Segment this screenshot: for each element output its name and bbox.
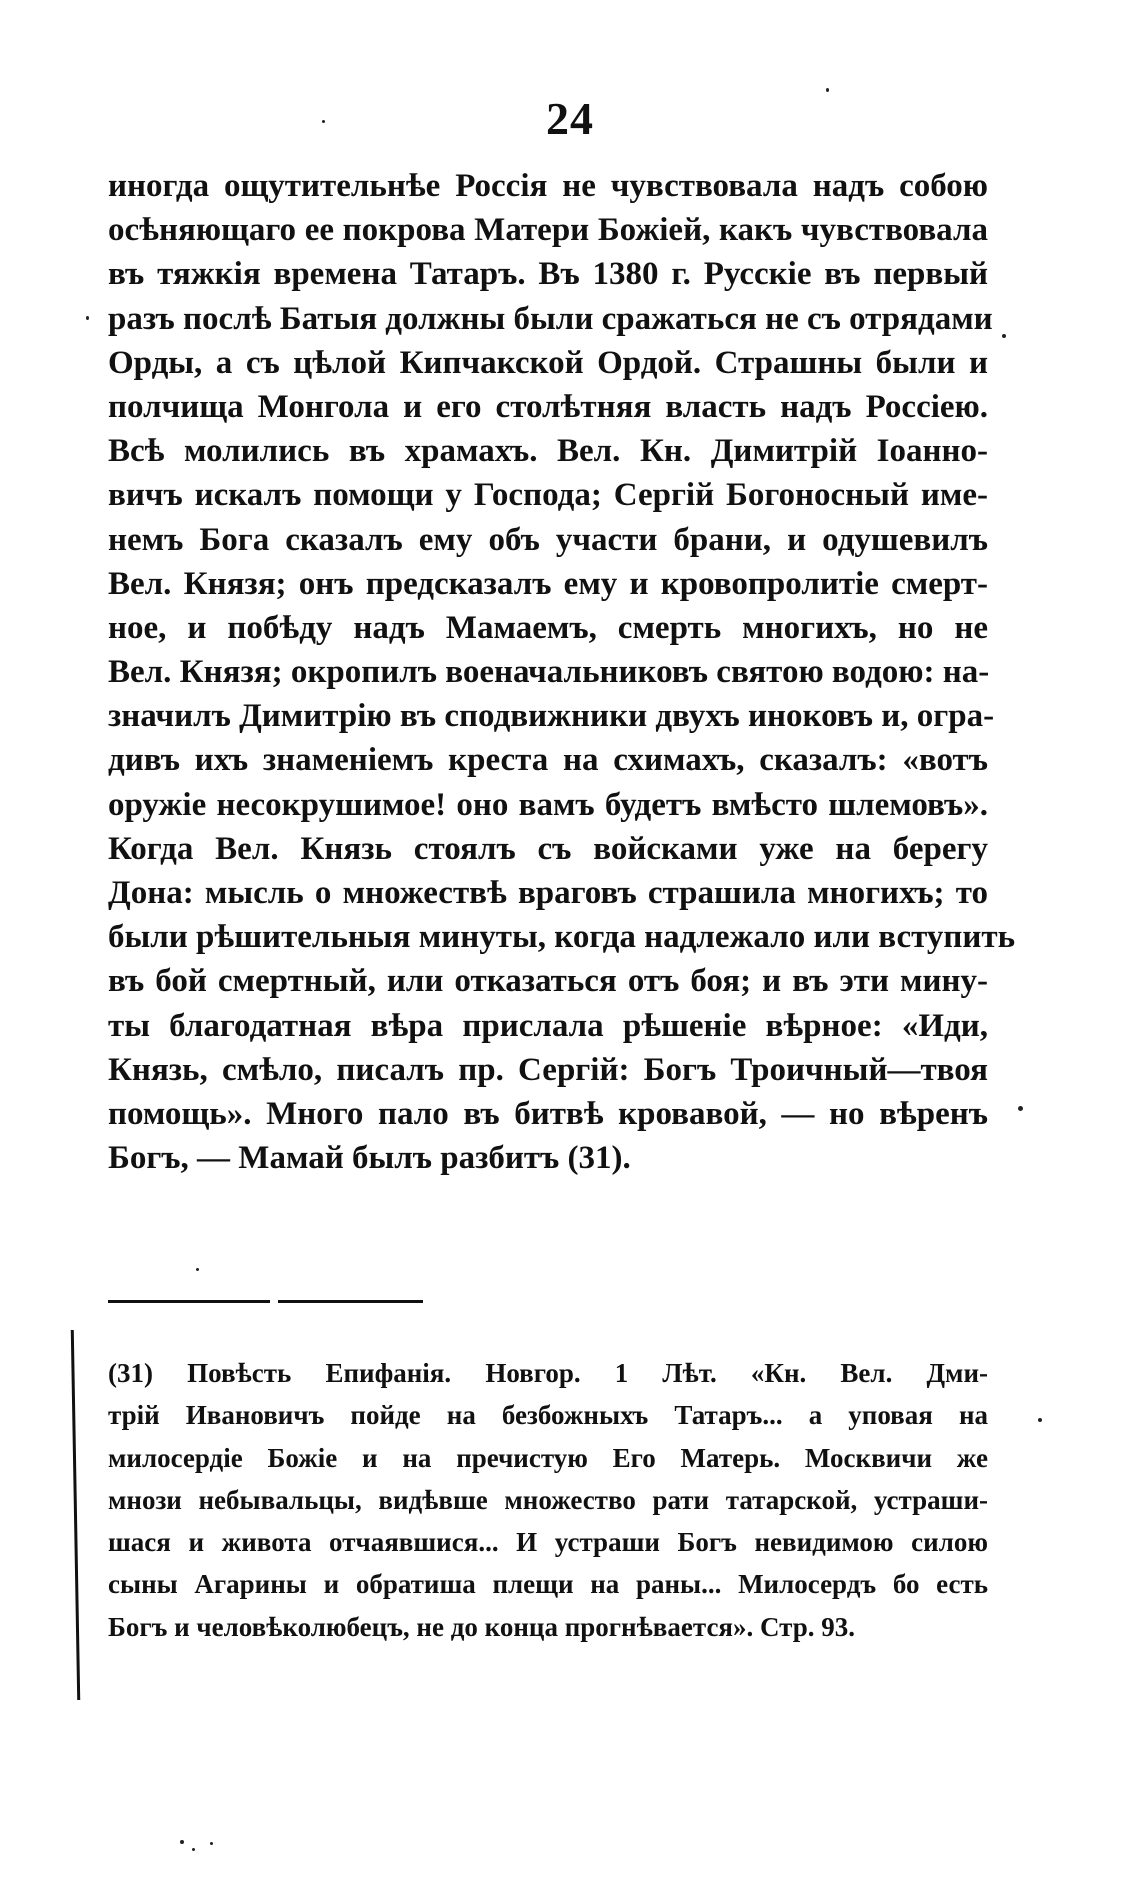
body-line: осѣняющаго ее покрова Матери Божіей, какъ чувствовала [108, 212, 988, 249]
body-line: оружіе несокрушимое! оно вамъ будетъ вмѣсто шлемовъ». [108, 786, 988, 823]
page-number: 24 [546, 93, 594, 144]
body-line: иногда ощутительнѣе Россія не чувствовала надъ собою [108, 168, 988, 204]
scan-speck [1018, 1106, 1023, 1111]
margin-mark [71, 1330, 80, 1700]
body-line: Вел. Князя; окропилъ военачальниковъ святою водою: на- [108, 654, 990, 691]
scan-speck [196, 1268, 199, 1271]
body-line: ное, и побѣду надъ Мамаемъ, смерть многихъ, но не [108, 609, 988, 646]
scan-speck [86, 316, 89, 320]
body-line: ты благодатная вѣра прислала рѣшеніе вѣрное: «Иди, [108, 1007, 988, 1044]
body-line: Дона: мысль о множествѣ враговъ страшила многихъ; то [108, 875, 988, 911]
body-line: немъ Бога сказалъ ему объ участи брани, и одушевилъ [108, 521, 988, 558]
body-text [108, 164, 1016, 1180]
body-line: значилъ Димитрію въ сподвижники двухъ иноковъ и, огра- [108, 698, 995, 735]
scan-speck [1038, 1418, 1042, 1422]
scan-speck [210, 1842, 213, 1845]
footnote-separator-rule [278, 1300, 423, 1303]
footnote-line: Богъ и человѣколюбецъ, не до конца прогнѣвается». Стр. 93. [108, 1611, 856, 1642]
body-line: Вел. Князя; онъ предсказалъ ему и кровопролитіе смерт- [108, 565, 988, 602]
footnote-line: сыны Агарины и обратиша плещи на раны... Милосердъ бо есть [108, 1569, 988, 1600]
footnote-line: шася и живота отчаявшися... И устраши Богъ невидимою силою [108, 1527, 988, 1558]
scan-speck [1002, 334, 1006, 338]
scan-speck [192, 1848, 195, 1851]
body-line: разъ послѣ Батыя должны были сражаться не съ отрядами [108, 300, 993, 337]
body-line: дивъ ихъ знаменіемъ креста на схимахъ, сказалъ: «вотъ [108, 742, 988, 779]
body-line: въ тяжкія времена Татаръ. Въ 1380 г. Русскіе въ первый [108, 256, 988, 293]
body-line: Князь, смѣло, писалъ пр. Сергій: Богъ Троичный—твоя [108, 1051, 988, 1088]
scan-speck [826, 88, 829, 92]
footnote-line: трій Ивановичъ пойде на безбожныхъ Татаръ... а уповая на [108, 1400, 988, 1431]
scan-speck [322, 120, 325, 123]
body-line: Орды, а съ цѣлой Кипчакской Ордой. Страшны были и [108, 344, 988, 381]
body-line: Всѣ молились въ храмахъ. Вел. Кн. Димитрій Іоанно- [108, 433, 988, 470]
footnote-line: милосердіе Божіе и на пречистую Его Матерь. Москвичи же [108, 1442, 988, 1473]
body-line: помощь». Много пало въ битвѣ кровавой, — но вѣренъ [108, 1095, 988, 1132]
footnote-line: мнози небывальцы, видѣвше множество рати татарской, устраши- [108, 1484, 988, 1515]
body-line: были рѣшительныя минуты, когда надлежало или вступить [108, 919, 1016, 956]
body-line: Когда Вел. Князь стоялъ съ войсками уже на берегу [108, 830, 988, 867]
footnote-separator-rule [108, 1300, 270, 1303]
body-line: вичъ искалъ помощи у Господа; Сергій Богоносный име- [108, 477, 988, 514]
footnote [108, 1352, 988, 1648]
body-line: Богъ, — Мамай былъ разбитъ (31). [108, 1140, 631, 1177]
footnote-line: (31) Повѣсть Епифанія. Новгор. 1 Лѣт. «Кн. Вел. Дми- [108, 1358, 988, 1388]
body-line: полчища Монгола и его столѣтняя власть надъ Россіею. [108, 388, 988, 425]
body-line: въ бой смертный, или отказаться отъ боя; и въ эти мину- [108, 963, 988, 1000]
scan-speck [180, 1840, 184, 1844]
